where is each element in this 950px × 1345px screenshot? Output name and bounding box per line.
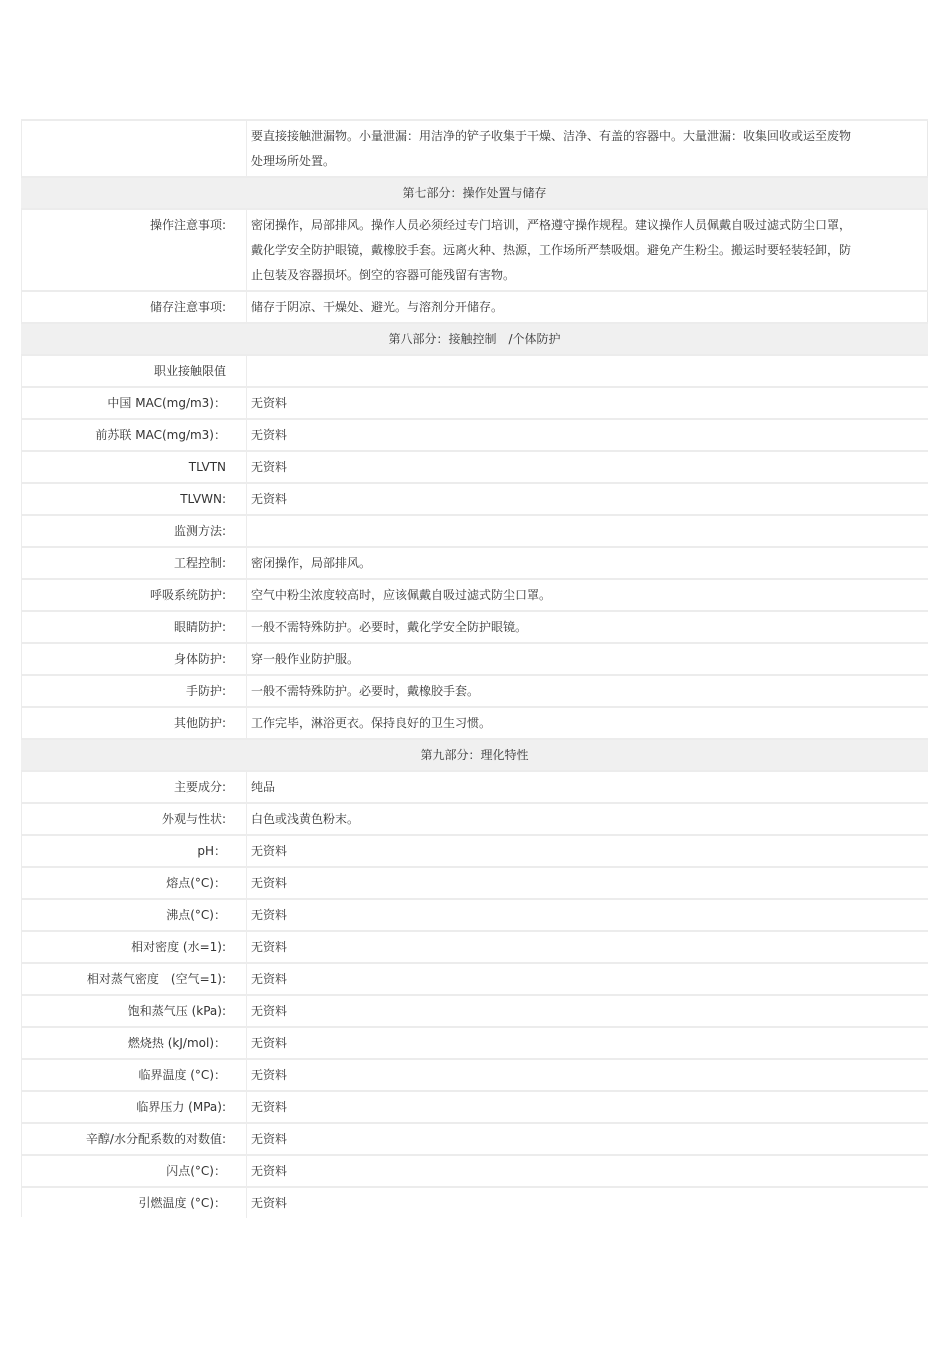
field-value: 无资料 <box>247 451 929 483</box>
table-row <box>21 931 928 963</box>
section-header <box>21 739 928 771</box>
field-value: 无资料 <box>247 931 929 963</box>
section-title: 第七部分：操作处置与储存 <box>21 177 928 209</box>
field-label: 其他防护: <box>21 707 247 739</box>
msds-document <box>21 119 928 1218</box>
field-label: 外观与性状: <box>21 803 247 835</box>
table-row <box>21 1155 928 1187</box>
field-label: 前苏联 MAC(mg/m3)： <box>21 419 247 451</box>
field-value: 工作完毕，淋浴更衣。保持良好的卫生习惯。 <box>247 707 929 739</box>
field-label: 操作注意事项: <box>21 209 247 291</box>
field-value: 无资料 <box>247 995 929 1027</box>
field-value: 要直接接触泄漏物。小量泄漏：用洁净的铲子收集于干燥、洁净、有盖的容器中。大量泄漏：收集回收或运至废物处理场所处置。 <box>247 120 929 177</box>
field-label: TLVTN <box>21 451 247 483</box>
msds-table <box>21 119 928 1218</box>
field-value <box>247 355 929 387</box>
field-value: 无资料 <box>247 963 929 995</box>
table-row <box>21 515 928 547</box>
field-label: 饱和蒸气压 (kPa): <box>21 995 247 1027</box>
table-row <box>21 451 928 483</box>
field-label: 手防护: <box>21 675 247 707</box>
section-header <box>21 177 928 209</box>
table-row <box>21 1091 928 1123</box>
table-row <box>21 483 928 515</box>
table-row <box>21 835 928 867</box>
table-row <box>21 1123 928 1155</box>
field-value: 无资料 <box>247 419 929 451</box>
field-label: 呼吸系统防护: <box>21 579 247 611</box>
field-label: 监测方法: <box>21 515 247 547</box>
field-label: 临界温度 (°C)： <box>21 1059 247 1091</box>
table-row <box>21 995 928 1027</box>
field-label: 身体防护: <box>21 643 247 675</box>
field-value: 无资料 <box>247 899 929 931</box>
field-label: 中国 MAC(mg/m3)： <box>21 387 247 419</box>
field-value: 密闭操作，局部排风。 <box>247 547 929 579</box>
field-value: 白色或浅黄色粉末。 <box>247 803 929 835</box>
field-label: 眼睛防护: <box>21 611 247 643</box>
field-value: 无资料 <box>247 1027 929 1059</box>
field-label: pH： <box>21 835 247 867</box>
field-value: 无资料 <box>247 1123 929 1155</box>
field-value: 无资料 <box>247 1155 929 1187</box>
table-row <box>21 120 928 177</box>
field-label: 闪点(°C)： <box>21 1155 247 1187</box>
field-value: 储存于阴凉、干燥处、避光。与溶剂分开储存。 <box>247 291 929 323</box>
msds-table-body <box>21 120 928 1218</box>
table-row <box>21 579 928 611</box>
field-value: 空气中粉尘浓度较高时，应该佩戴自吸过滤式防尘口罩。 <box>247 579 929 611</box>
table-row <box>21 1187 928 1218</box>
table-row <box>21 867 928 899</box>
table-row <box>21 963 928 995</box>
table-row <box>21 643 928 675</box>
field-value: 密闭操作，局部排风。操作人员必须经过专门培训，严格遵守操作规程。建议操作人员佩戴自吸过滤式防尘口罩，戴化学安全防护眼镜，戴橡胶手套。远离火种、热源，工作场所严禁吸烟。避免产生粉尘。搬运时要轻装轻卸，防止包装及容器损坏。倒空的容器可能残留有害物。 <box>247 209 929 291</box>
field-label: 辛醇/水分配系数的对数值: <box>21 1123 247 1155</box>
table-row <box>21 291 928 323</box>
field-label: 相对密度 (水=1): <box>21 931 247 963</box>
field-label: 相对蒸气密度 (空气=1): <box>21 963 247 995</box>
field-value <box>247 515 929 547</box>
field-value: 无资料 <box>247 1059 929 1091</box>
section-title: 第八部分：接触控制 /个体防护 <box>21 323 928 355</box>
table-row <box>21 387 928 419</box>
section-header <box>21 323 928 355</box>
table-row <box>21 355 928 387</box>
table-row <box>21 1027 928 1059</box>
field-value: 无资料 <box>247 387 929 419</box>
table-row <box>21 209 928 291</box>
field-label: 引燃温度 (°C)： <box>21 1187 247 1218</box>
table-row <box>21 547 928 579</box>
field-value: 纯品 <box>247 771 929 803</box>
field-label: 主要成分: <box>21 771 247 803</box>
table-row <box>21 899 928 931</box>
field-value: 无资料 <box>247 483 929 515</box>
table-row <box>21 803 928 835</box>
field-value: 一般不需特殊防护。必要时，戴橡胶手套。 <box>247 675 929 707</box>
field-label: 工程控制: <box>21 547 247 579</box>
field-value: 无资料 <box>247 1187 929 1218</box>
table-row <box>21 707 928 739</box>
field-label: 熔点(°C)： <box>21 867 247 899</box>
table-row <box>21 1059 928 1091</box>
field-value: 无资料 <box>247 835 929 867</box>
field-label <box>21 120 247 177</box>
table-row <box>21 611 928 643</box>
field-value: 穿一般作业防护服。 <box>247 643 929 675</box>
field-label: TLVWN: <box>21 483 247 515</box>
field-label: 职业接触限值 <box>21 355 247 387</box>
table-row <box>21 419 928 451</box>
table-row <box>21 771 928 803</box>
field-value: 无资料 <box>247 867 929 899</box>
section-title: 第九部分：理化特性 <box>21 739 928 771</box>
field-label: 储存注意事项: <box>21 291 247 323</box>
table-row <box>21 675 928 707</box>
field-value: 一般不需特殊防护。必要时，戴化学安全防护眼镜。 <box>247 611 929 643</box>
field-label: 沸点(°C)： <box>21 899 247 931</box>
field-label: 临界压力 (MPa): <box>21 1091 247 1123</box>
field-value: 无资料 <box>247 1091 929 1123</box>
field-label: 燃烧热 (kJ/mol)： <box>21 1027 247 1059</box>
